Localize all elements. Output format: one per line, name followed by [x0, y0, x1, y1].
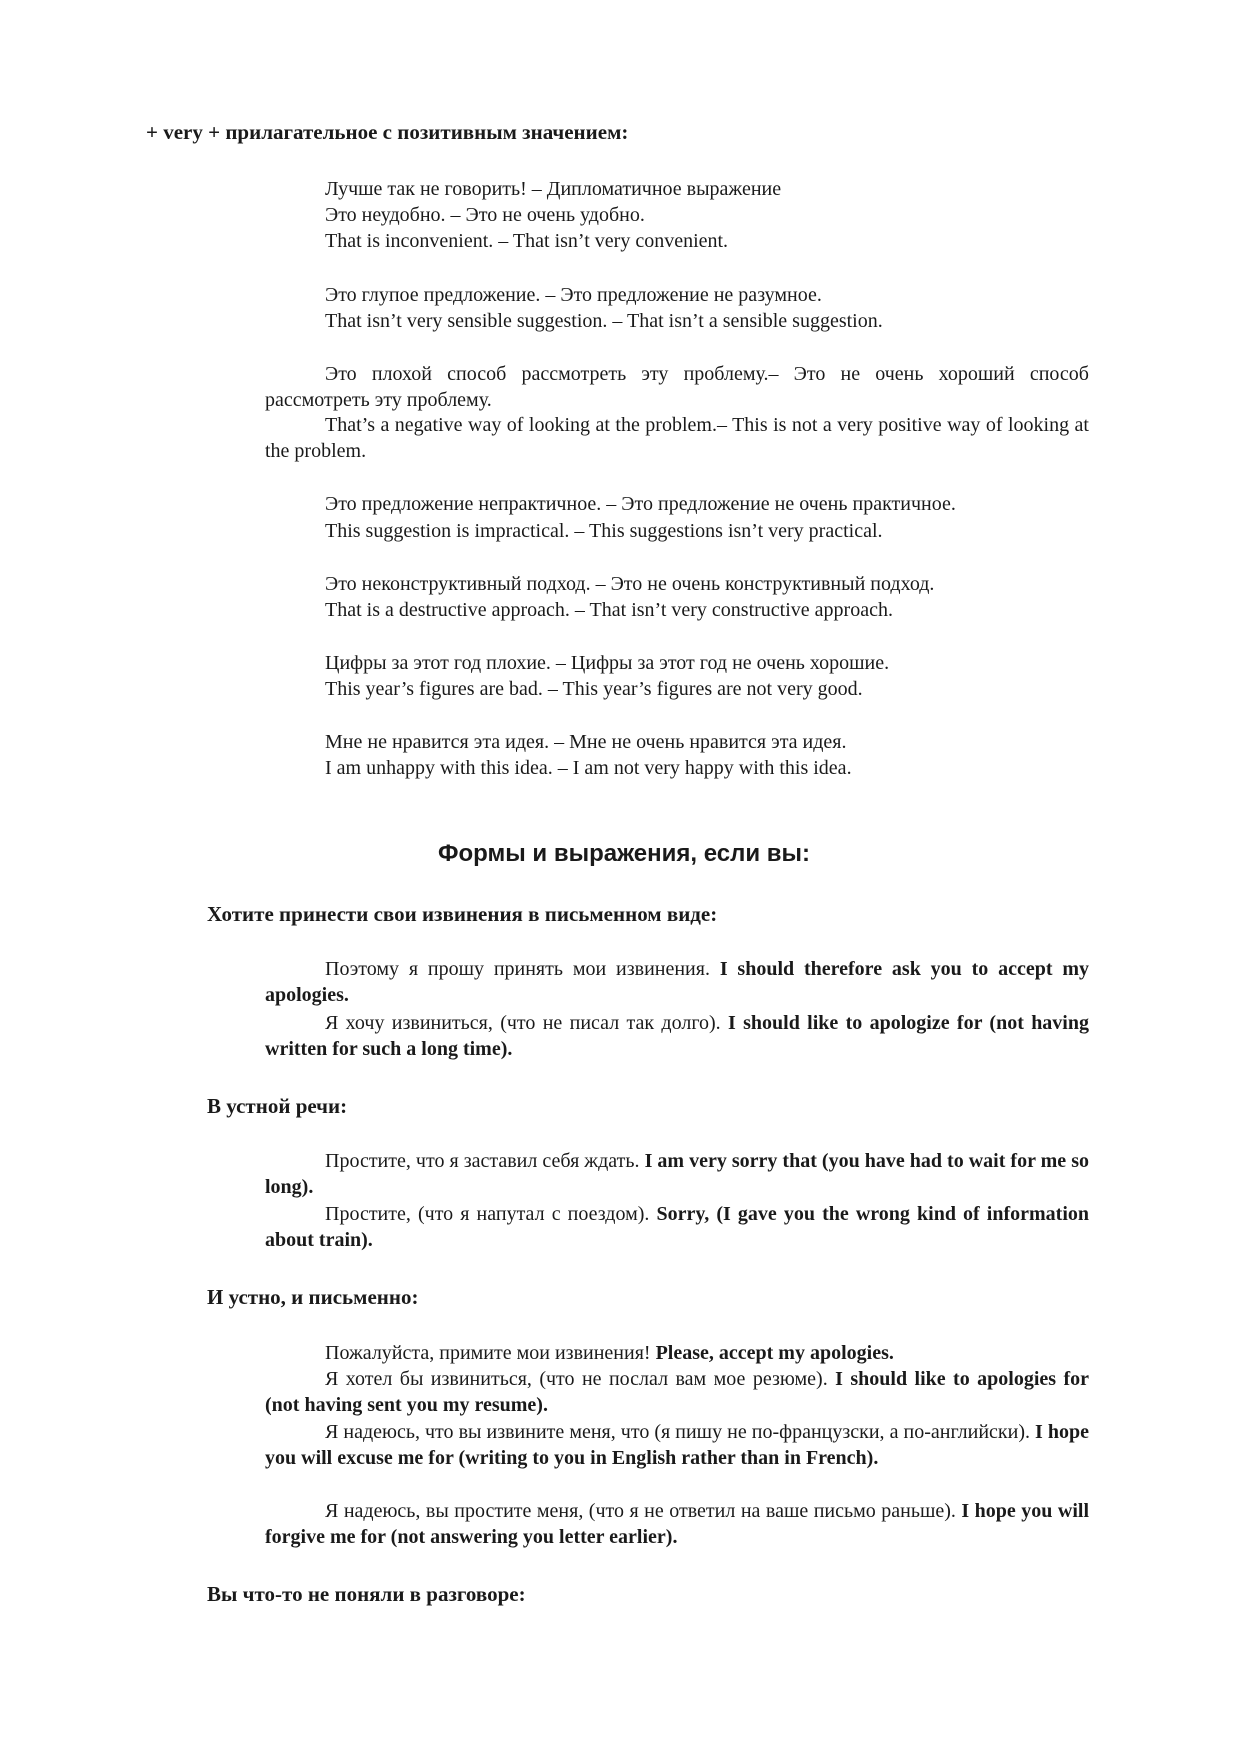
phrase-en: I should like to apologize for (not having written for such a long time). — [265, 1012, 1089, 1060]
phrase-paragraph — [265, 1010, 1089, 1062]
phrase-ru: Поэтому я прошу принять мои извинения. — [325, 958, 710, 980]
pair-ru: Это неконструктивный подход. – Это не очень конструктивный подход. — [325, 573, 935, 595]
phrase-paragraph — [265, 1148, 1089, 1200]
pair-en-paragraph: That’s a negative way of looking at the problem.– This is not a very positive way of looking at the problem. — [265, 414, 1089, 462]
phrase-ru: Я хочу извиниться, (что не писал так долго). — [325, 1012, 721, 1034]
phrase-ru: Я надеюсь, вы простите меня, (что я не ответил на ваше письмо раньше). — [325, 1500, 956, 1522]
phrase-en: I hope you will excuse me for (writing to you in English rather than in French). — [265, 1421, 1089, 1469]
phrase-en: Sorry, (I gave you the wrong kind of information about train). — [265, 1203, 1090, 1251]
section-title: Формы и выражения, если вы: — [438, 840, 811, 867]
pair-en: This year’s figures are bad. – This year’s figures are not very good. — [325, 678, 863, 700]
phrase-paragraph — [265, 1340, 1089, 1366]
pair-ru-paragraph: Это плохой способ рассмотреть эту проблему.– Это не очень хороший способ рассмотреть эту проблему. — [265, 363, 1089, 411]
phrase-en: I am very sorry that (you have had to wait for me so long). — [265, 1150, 1089, 1198]
phrase-paragraph — [265, 1419, 1089, 1471]
phrase-ru: Простите, (что я напутал с поездом). — [325, 1203, 650, 1225]
phrase-ru: Простите, что я заставил себя ждать. — [325, 1150, 640, 1172]
phrase-en: I should like to apologies for (not having sent you my resume). — [265, 1368, 1090, 1416]
phrase-paragraph — [265, 1201, 1089, 1253]
phrase-paragraph — [265, 1366, 1089, 1418]
phrase-paragraph — [265, 956, 1089, 1008]
subheading-oral: В устной речи: — [207, 1094, 348, 1118]
phrase-en: I hope you will forgive me for (not answering you letter earlier). — [265, 1500, 1090, 1548]
pair-en: I am unhappy with this idea. – I am not very happy with this idea. — [325, 757, 852, 779]
pair-ru: Это неудобно. – Это не очень удобно. — [325, 204, 645, 226]
intro-line: Лучше так не говорить! – Дипломатичное выражение — [325, 178, 782, 200]
section-heading-very: + very + прилагательное с позитивным значением: — [146, 120, 629, 144]
pair-en: That is inconvenient. – That isn’t very convenient. — [325, 230, 729, 252]
pair-ru: Это предложение непрактичное. – Это предложение не очень практичное. — [325, 493, 956, 515]
subheading-both: И устно, и письменно: — [207, 1285, 419, 1309]
pair-en: This suggestion is impractical. – This suggestions isn’t very practical. — [325, 520, 883, 542]
pair-en: That is a destructive approach. – That isn’t very constructive approach. — [325, 599, 893, 621]
phrase-ru: Я надеюсь, что вы извините меня, что (я пишу не по-французски, а по-английски). — [325, 1421, 1030, 1443]
phrase-paragraph — [265, 1498, 1089, 1550]
pair-ru: Цифры за этот год плохие. – Цифры за этот год не очень хорошие. — [325, 652, 890, 674]
subheading-misunderstood: Вы что-то не поняли в разговоре: — [207, 1582, 526, 1606]
phrase-en: I should therefore ask you to accept my apologies. — [265, 958, 1090, 1006]
phrase-ru: Я хотел бы извиниться, (что не послал вам мое резюме). — [325, 1368, 828, 1390]
phrase-en: Please, accept my apologies. — [655, 1342, 894, 1364]
pair-en: That isn’t very sensible suggestion. – That isn’t a sensible suggestion. — [325, 310, 883, 332]
phrase-ru: Пожалуйста, примите мои извинения! — [325, 1342, 651, 1364]
pair-ru: Мне не нравится эта идея. – Мне не очень нравится эта идея. — [325, 731, 847, 753]
pair-ru: Это глупое предложение. – Это предложение не разумное. — [325, 284, 822, 306]
subheading-written: Хотите принести свои извинения в письменном виде: — [207, 902, 718, 926]
